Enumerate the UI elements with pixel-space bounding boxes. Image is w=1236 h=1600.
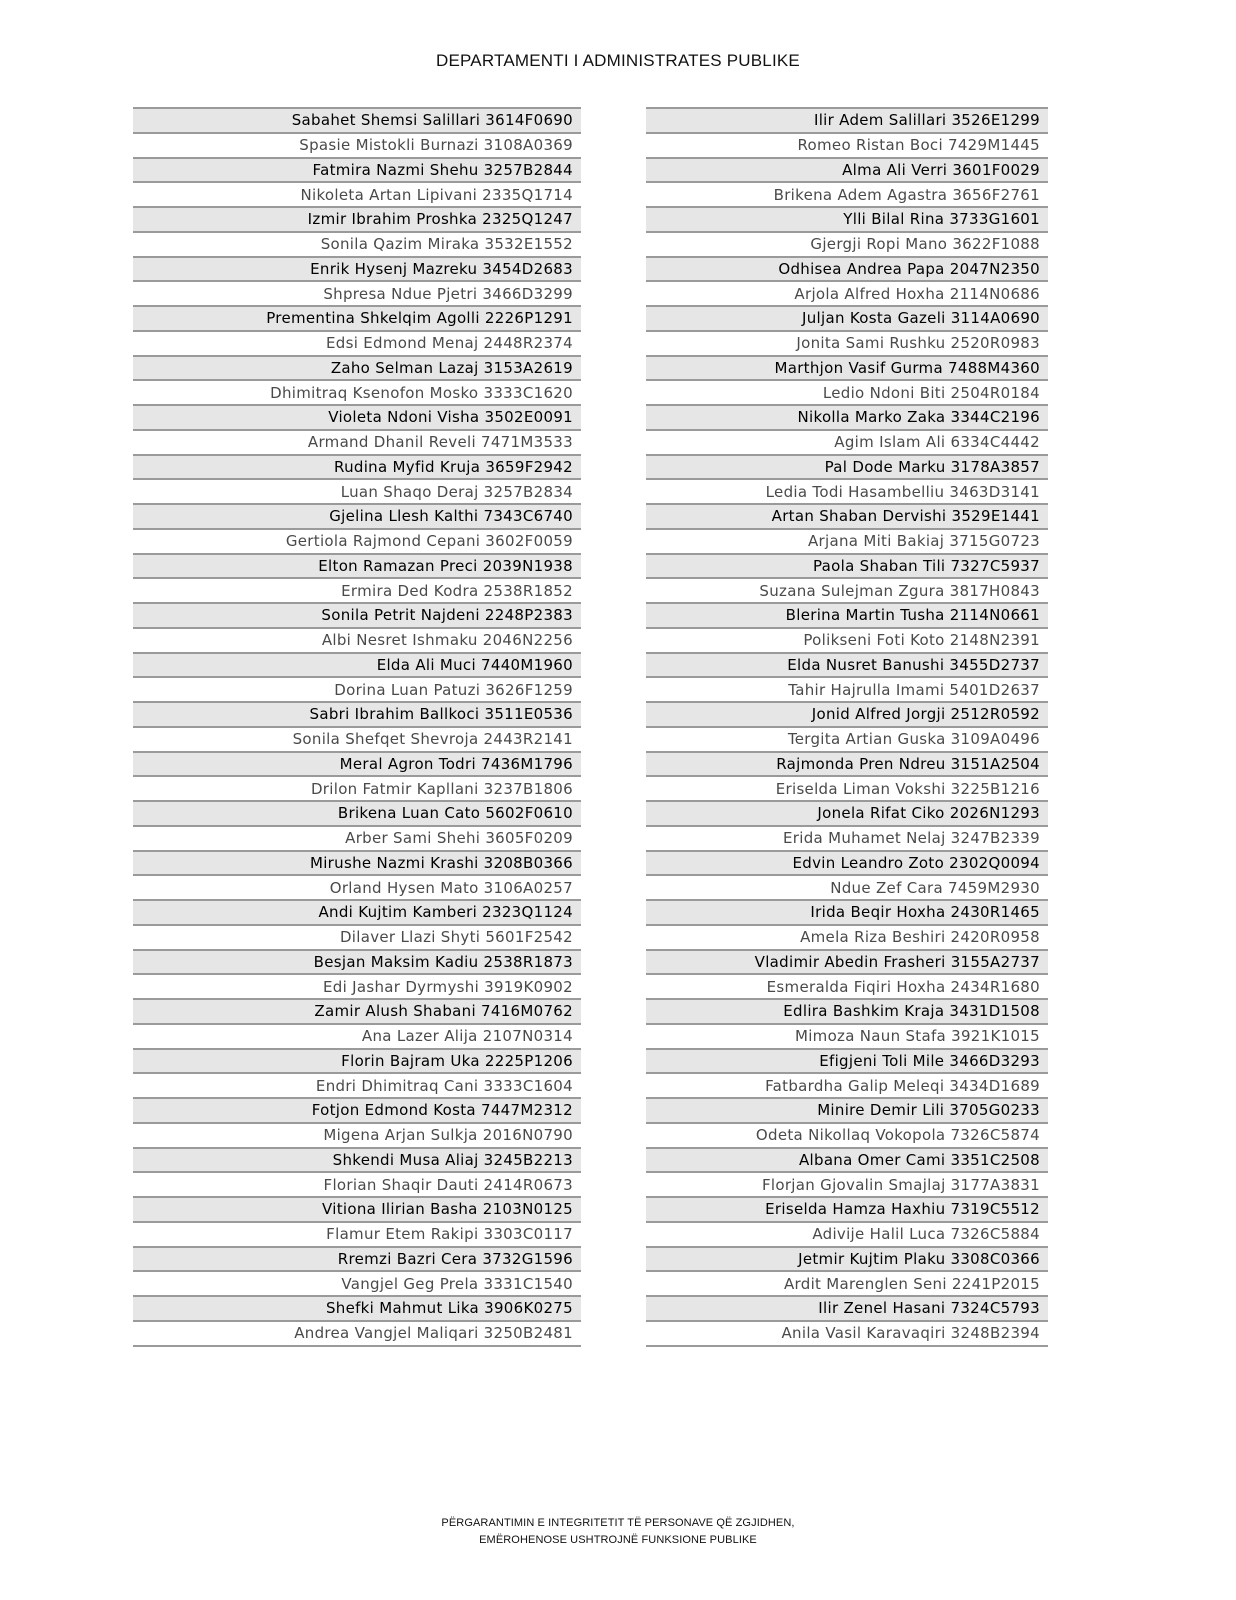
list-item: Dhimitraq Ksenofon Mosko 3333C1620 — [133, 381, 581, 406]
list-item: Esmeralda Fiqiri Hoxha 2434R1680 — [646, 975, 1048, 1000]
list-item: Ardit Marenglen Seni 2241P2015 — [646, 1272, 1048, 1297]
list-item: Efigjeni Toli Mile 3466D3293 — [646, 1050, 1048, 1075]
list-item: Gertiola Rajmond Cepani 3602F0059 — [133, 530, 581, 555]
list-item: Edi Jashar Dyrmyshi 3919K0902 — [133, 975, 581, 1000]
list-item: Eriselda Liman Vokshi 3225B1216 — [646, 777, 1048, 802]
list-item: Migena Arjan Sulkja 2016N0790 — [133, 1124, 581, 1149]
list-item: Enrik Hysenj Mazreku 3454D2683 — [133, 258, 581, 283]
list-item: Vangjel Geg Prela 3331C1540 — [133, 1272, 581, 1297]
list-item: Nikoleta Artan Lipivani 2335Q1714 — [133, 183, 581, 208]
list-item: Izmir Ibrahim Proshka 2325Q1247 — [133, 208, 581, 233]
list-item: Dorina Luan Patuzi 3626F1259 — [133, 678, 581, 703]
footer — [0, 1515, 1236, 1549]
list-item: Prementina Shkelqim Agolli 2226P1291 — [133, 307, 581, 332]
list-item: Florjan Gjovalin Smajlaj 3177A3831 — [646, 1173, 1048, 1198]
list-item: Armand Dhanil Reveli 7471M3533 — [133, 431, 581, 456]
list-item: Sonila Shefqet Shevroja 2443R2141 — [133, 728, 581, 753]
list-item: Dilaver Llazi Shyti 5601F2542 — [133, 926, 581, 951]
list-item: Endri Dhimitraq Cani 3333C1604 — [133, 1074, 581, 1099]
list-item: Erida Muhamet Nelaj 3247B2339 — [646, 827, 1048, 852]
list-item: Meral Agron Todri 7436M1796 — [133, 753, 581, 778]
list-item: Florin Bajram Uka 2225P1206 — [133, 1050, 581, 1075]
list-item: Alma Ali Verri 3601F0029 — [646, 159, 1048, 184]
list-item: Sabri Ibrahim Ballkoci 3511E0536 — [133, 703, 581, 728]
list-item: Fotjon Edmond Kosta 7447M2312 — [133, 1099, 581, 1124]
list-item: Fatmira Nazmi Shehu 3257B2844 — [133, 159, 581, 184]
list-item: Jonita Sami Rushku 2520R0983 — [646, 332, 1048, 357]
list-item: Rajmonda Pren Ndreu 3151A2504 — [646, 753, 1048, 778]
list-item: Brikena Adem Agastra 3656F2761 — [646, 183, 1048, 208]
list-item: Flamur Etem Rakipi 3303C0117 — [133, 1223, 581, 1248]
list-item: Edlira Bashkim Kraja 3431D1508 — [646, 1000, 1048, 1025]
list-item: Polikseni Foti Koto 2148N2391 — [646, 629, 1048, 654]
list-item: Shkendi Musa Aliaj 3245B2213 — [133, 1149, 581, 1174]
list-item: Shefki Mahmut Lika 3906K0275 — [133, 1297, 581, 1322]
list-item: Ana Lazer Alija 2107N0314 — [133, 1025, 581, 1050]
list-item: Ledio Ndoni Biti 2504R0184 — [646, 381, 1048, 406]
list-item: Blerina Martin Tusha 2114N0661 — [646, 604, 1048, 629]
list-item: Drilon Fatmir Kapllani 3237B1806 — [133, 777, 581, 802]
right-name-list — [646, 107, 1048, 1347]
list-item: Shpresa Ndue Pjetri 3466D3299 — [133, 282, 581, 307]
footer-line-2: EMËROHENOSE USHTROJNË FUNKSIONE PUBLIKE — [479, 1534, 757, 1546]
list-item: Paola Shaban Tili 7327C5937 — [646, 555, 1048, 580]
list-item: Jonela Rifat Ciko 2026N1293 — [646, 802, 1048, 827]
list-item: Brikena Luan Cato 5602F0610 — [133, 802, 581, 827]
list-item: Ledia Todi Hasambelliu 3463D3141 — [646, 480, 1048, 505]
list-item: Fatbardha Galip Meleqi 3434D1689 — [646, 1074, 1048, 1099]
list-item: Odhisea Andrea Papa 2047N2350 — [646, 258, 1048, 283]
list-item: Romeo Ristan Boci 7429M1445 — [646, 134, 1048, 159]
list-item: Amela Riza Beshiri 2420R0958 — [646, 926, 1048, 951]
list-item: Elda Nusret Banushi 3455D2737 — [646, 654, 1048, 679]
list-item: Jonid Alfred Jorgji 2512R0592 — [646, 703, 1048, 728]
list-item: Albana Omer Cami 3351C2508 — [646, 1149, 1048, 1174]
footer-line-1: PËRGARANTIMIN E INTEGRITETIT TË PERSONAVE QË ZGJIDHEN, — [441, 1517, 795, 1529]
list-item: Odeta Nikollaq Vokopola 7326C5874 — [646, 1124, 1048, 1149]
list-item: Mirushe Nazmi Krashi 3208B0366 — [133, 852, 581, 877]
list-item: Ilir Adem Salillari 3526E1299 — [646, 109, 1048, 134]
list-item: Arber Sami Shehi 3605F0209 — [133, 827, 581, 852]
list-item: Edsi Edmond Menaj 2448R2374 — [133, 332, 581, 357]
list-item: Zamir Alush Shabani 7416M0762 — [133, 1000, 581, 1025]
list-item: Juljan Kosta Gazeli 3114A0690 — [646, 307, 1048, 332]
list-item: Ilir Zenel Hasani 7324C5793 — [646, 1297, 1048, 1322]
list-item: Arjola Alfred Hoxha 2114N0686 — [646, 282, 1048, 307]
list-item: Tergita Artian Guska 3109A0496 — [646, 728, 1048, 753]
list-item: Arjana Miti Bakiaj 3715G0723 — [646, 530, 1048, 555]
list-item: Sonila Petrit Najdeni 2248P2383 — [133, 604, 581, 629]
list-item: Andi Kujtim Kamberi 2323Q1124 — [133, 901, 581, 926]
list-item: Besjan Maksim Kadiu 2538R1873 — [133, 951, 581, 976]
list-item: Adivije Halil Luca 7326C5884 — [646, 1223, 1048, 1248]
list-item: Albi Nesret Ishmaku 2046N2256 — [133, 629, 581, 654]
list-item: Rremzi Bazri Cera 3732G1596 — [133, 1248, 581, 1273]
list-item: Sonila Qazim Miraka 3532E1552 — [133, 233, 581, 258]
list-item: Pal Dode Marku 3178A3857 — [646, 456, 1048, 481]
list-item: Vitiona Ilirian Basha 2103N0125 — [133, 1198, 581, 1223]
list-item: Edvin Leandro Zoto 2302Q0094 — [646, 852, 1048, 877]
list-item: Jetmir Kujtim Plaku 3308C0366 — [646, 1248, 1048, 1273]
list-item: Irida Beqir Hoxha 2430R1465 — [646, 901, 1048, 926]
list-item: Violeta Ndoni Visha 3502E0091 — [133, 406, 581, 431]
list-item: Andrea Vangjel Maliqari 3250B2481 — [133, 1322, 581, 1347]
page-title: DEPARTAMENTI I ADMINISTRATES PUBLIKE — [436, 51, 800, 70]
list-item: Elda Ali Muci 7440M1960 — [133, 654, 581, 679]
list-item: Vladimir Abedin Frasheri 3155A2737 — [646, 951, 1048, 976]
list-item: Suzana Sulejman Zgura 3817H0843 — [646, 579, 1048, 604]
list-item: Anila Vasil Karavaqiri 3248B2394 — [646, 1322, 1048, 1347]
list-item: Rudina Myfid Kruja 3659F2942 — [133, 456, 581, 481]
list-item: Mimoza Naun Stafa 3921K1015 — [646, 1025, 1048, 1050]
list-item: Spasie Mistokli Burnazi 3108A0369 — [133, 134, 581, 159]
list-item: Orland Hysen Mato 3106A0257 — [133, 876, 581, 901]
list-item: Gjergji Ropi Mano 3622F1088 — [646, 233, 1048, 258]
list-item: Ermira Ded Kodra 2538R1852 — [133, 579, 581, 604]
list-item: Agim Islam Ali 6334C4442 — [646, 431, 1048, 456]
list-item: Eriselda Hamza Haxhiu 7319C5512 — [646, 1198, 1048, 1223]
list-item: Minire Demir Lili 3705G0233 — [646, 1099, 1048, 1124]
list-item: Ndue Zef Cara 7459M2930 — [646, 876, 1048, 901]
left-name-list — [133, 107, 581, 1347]
list-item: Ylli Bilal Rina 3733G1601 — [646, 208, 1048, 233]
list-item: Florian Shaqir Dauti 2414R0673 — [133, 1173, 581, 1198]
list-item: Luan Shaqo Deraj 3257B2834 — [133, 480, 581, 505]
list-item: Tahir Hajrulla Imami 5401D2637 — [646, 678, 1048, 703]
list-item: Gjelina Llesh Kalthi 7343C6740 — [133, 505, 581, 530]
list-item: Marthjon Vasif Gurma 7488M4360 — [646, 357, 1048, 382]
list-item: Sabahet Shemsi Salillari 3614F0690 — [133, 109, 581, 134]
list-item: Nikolla Marko Zaka 3344C2196 — [646, 406, 1048, 431]
list-item: Zaho Selman Lazaj 3153A2619 — [133, 357, 581, 382]
list-item: Artan Shaban Dervishi 3529E1441 — [646, 505, 1048, 530]
list-item: Elton Ramazan Preci 2039N1938 — [133, 555, 581, 580]
